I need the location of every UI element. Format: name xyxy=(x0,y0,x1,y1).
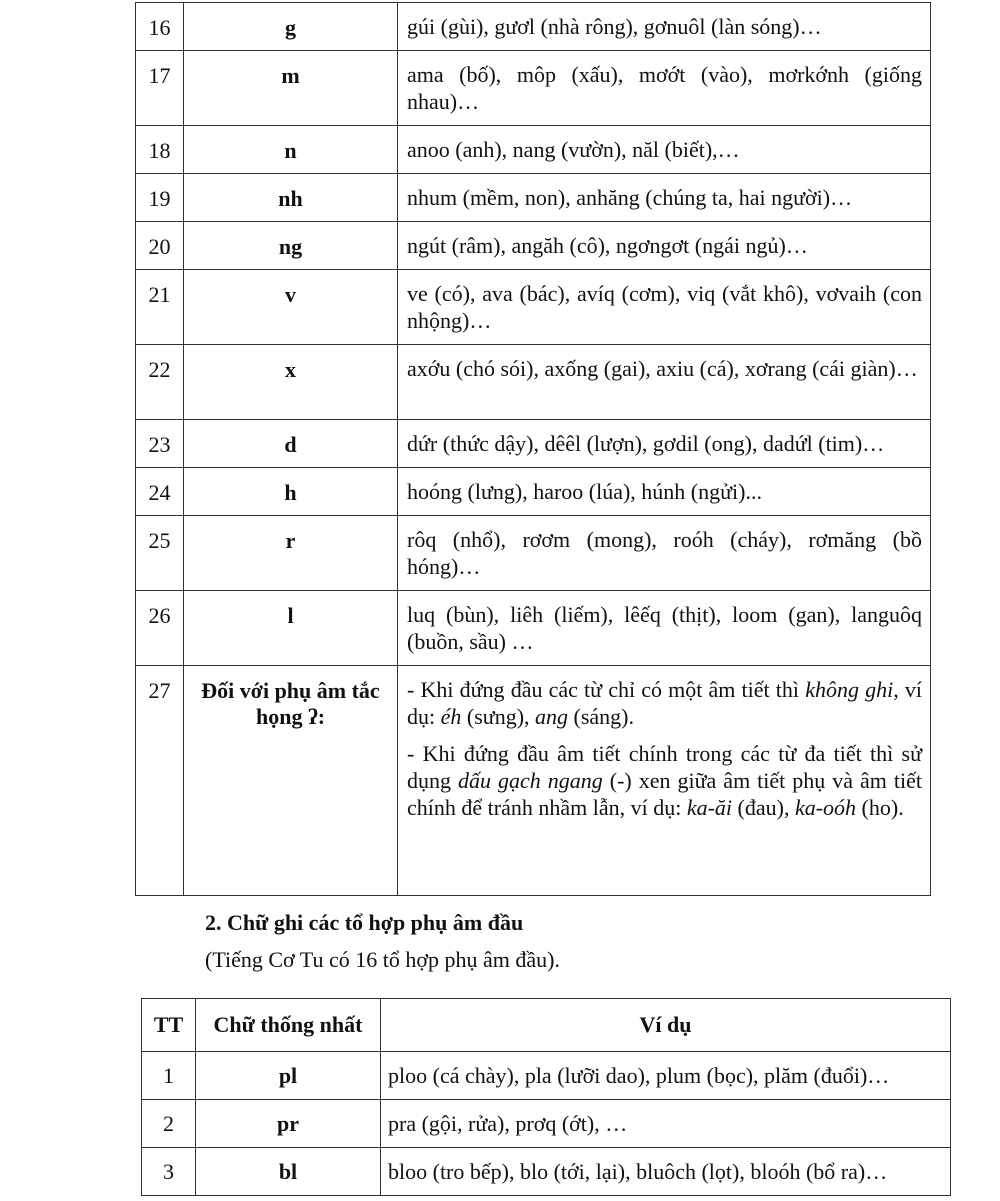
row-number: 21 xyxy=(136,270,184,345)
letter-cell: ng xyxy=(184,222,398,270)
examples-cell: luq (bùn), liêh (liếm), lêếq (thịt), loom (gan), languôq (buồn, sầu) … xyxy=(398,591,931,666)
row-number: 1 xyxy=(142,1052,196,1100)
table-row xyxy=(136,3,931,51)
header-examples: Ví dụ xyxy=(381,999,951,1052)
letter-cell: nh xyxy=(184,174,398,222)
table-row xyxy=(136,270,931,345)
letter-cell: v xyxy=(184,270,398,345)
row-number: 19 xyxy=(136,174,184,222)
cluster-table xyxy=(141,998,951,1196)
example-word: ang xyxy=(535,704,569,729)
rule-text: (sưng), xyxy=(461,704,536,729)
rule-text: (ho). xyxy=(856,795,904,820)
rule-emphasis: dấu gạch ngang xyxy=(458,768,603,793)
table-row xyxy=(136,468,931,516)
examples-cell: pra (gội, rửa), prơq (ớt), … xyxy=(381,1100,951,1148)
rule-text: - Khi đứng đầu các từ chỉ có một âm tiết thì xyxy=(407,677,806,702)
table-row xyxy=(142,1052,951,1100)
table-row xyxy=(136,591,931,666)
example-word: éh xyxy=(440,704,462,729)
letter-cell: d xyxy=(184,420,398,468)
examples-cell: ploo (cá chày), pla (lưỡi dao), plum (bọc), plăm (đuổi)… xyxy=(381,1052,951,1100)
row-number: 25 xyxy=(136,516,184,591)
rule-text: , ví dụ: xyxy=(407,677,922,729)
row-number: 18 xyxy=(136,126,184,174)
examples-cell: ngút (râm), angăh (cô), ngơngơt (ngái ngủ)… xyxy=(398,222,931,270)
row-number: 3 xyxy=(142,1148,196,1196)
table-row xyxy=(136,174,931,222)
rule-emphasis: không ghi xyxy=(805,677,894,702)
row-number: 16 xyxy=(136,3,184,51)
table-row xyxy=(136,516,931,591)
section-note: (Tiếng Cơ Tu có 16 tổ hợp phụ âm đầu). xyxy=(205,947,560,972)
table-header-row xyxy=(142,999,951,1052)
header-letter: Chữ thống nhất xyxy=(196,999,381,1052)
letter-cell: r xyxy=(184,516,398,591)
consonant-table xyxy=(135,2,931,896)
examples-cell xyxy=(398,666,931,896)
row-number: 17 xyxy=(136,51,184,126)
table-row xyxy=(136,51,931,126)
row-number: 27 xyxy=(136,666,184,896)
table-row xyxy=(142,1148,951,1196)
examples-cell: nhum (mềm, non), anhăng (chúng ta, hai người)… xyxy=(398,174,931,222)
header-tt: TT xyxy=(142,999,196,1052)
letter-cell: Đối với phụ âm tắc họng ʔ: xyxy=(184,666,398,896)
examples-cell: axớu (chó sói), axống (gai), axiu (cá), xơrang (cái giàn)… xyxy=(398,345,931,420)
examples-cell: ve (có), ava (bác), avíq (cơm), viq (vắt khô), vơvaih (con nhộng)… xyxy=(398,270,931,345)
examples-cell: ama (bố), môp (xấu), mơớt (vào), mơrkớnh (giống nhau)… xyxy=(398,51,931,126)
rule-text: (sáng). xyxy=(568,704,635,729)
examples-cell: anoo (anh), nang (vườn), năl (biết),… xyxy=(398,126,931,174)
table-row xyxy=(136,420,931,468)
table-row xyxy=(136,666,931,896)
examples-cell: rôq (nhổ), rơơm (mong), roóh (cháy), rơmăng (bồ hóng)… xyxy=(398,516,931,591)
rule-paragraph xyxy=(407,740,922,821)
table-row xyxy=(136,126,931,174)
row-number: 24 xyxy=(136,468,184,516)
table-row xyxy=(136,222,931,270)
row-number: 22 xyxy=(136,345,184,420)
example-word: ka-ăi xyxy=(686,795,733,820)
table-row xyxy=(136,345,931,420)
rule-text: (-) xen giữa âm tiết phụ và âm tiết chính để tránh nhầm lẫn, ví dụ: xyxy=(407,768,923,820)
examples-cell: gúi (gùi), gươl (nhà rông), gơnuôl (làn sóng)… xyxy=(398,3,931,51)
letter-cell: bl xyxy=(196,1148,381,1196)
letter-cell: n xyxy=(184,126,398,174)
example-word: ka-oóh xyxy=(794,795,857,820)
letter-cell: m xyxy=(184,51,398,126)
letter-cell: x xyxy=(184,345,398,420)
row-number: 2 xyxy=(142,1100,196,1148)
letter-cell: pl xyxy=(196,1052,381,1100)
rule-paragraph xyxy=(407,676,922,730)
examples-cell: hoóng (lưng), haroo (lúa), húnh (ngửi)... xyxy=(398,468,931,516)
section-heading: 2. Chữ ghi các tổ hợp phụ âm đầu xyxy=(205,910,524,935)
letter-cell: pr xyxy=(196,1100,381,1148)
letter-cell: l xyxy=(184,591,398,666)
row-number: 23 xyxy=(136,420,184,468)
rule-text: - Khi đứng đầu âm tiết chính trong các từ đa tiết thì sử dụng xyxy=(407,741,922,793)
row-number: 26 xyxy=(136,591,184,666)
row-number: 20 xyxy=(136,222,184,270)
letter-cell: h xyxy=(184,468,398,516)
examples-cell: bloo (tro bếp), blo (tới, lại), bluôch (lọt), bloóh (bổ ra)… xyxy=(381,1148,951,1196)
letter-cell: g xyxy=(184,3,398,51)
table-row xyxy=(142,1100,951,1148)
rule-text: (đau), xyxy=(732,795,795,820)
examples-cell: dứr (thức dậy), dêêl (lượn), gơdil (ong), dadứl (tim)… xyxy=(398,420,931,468)
